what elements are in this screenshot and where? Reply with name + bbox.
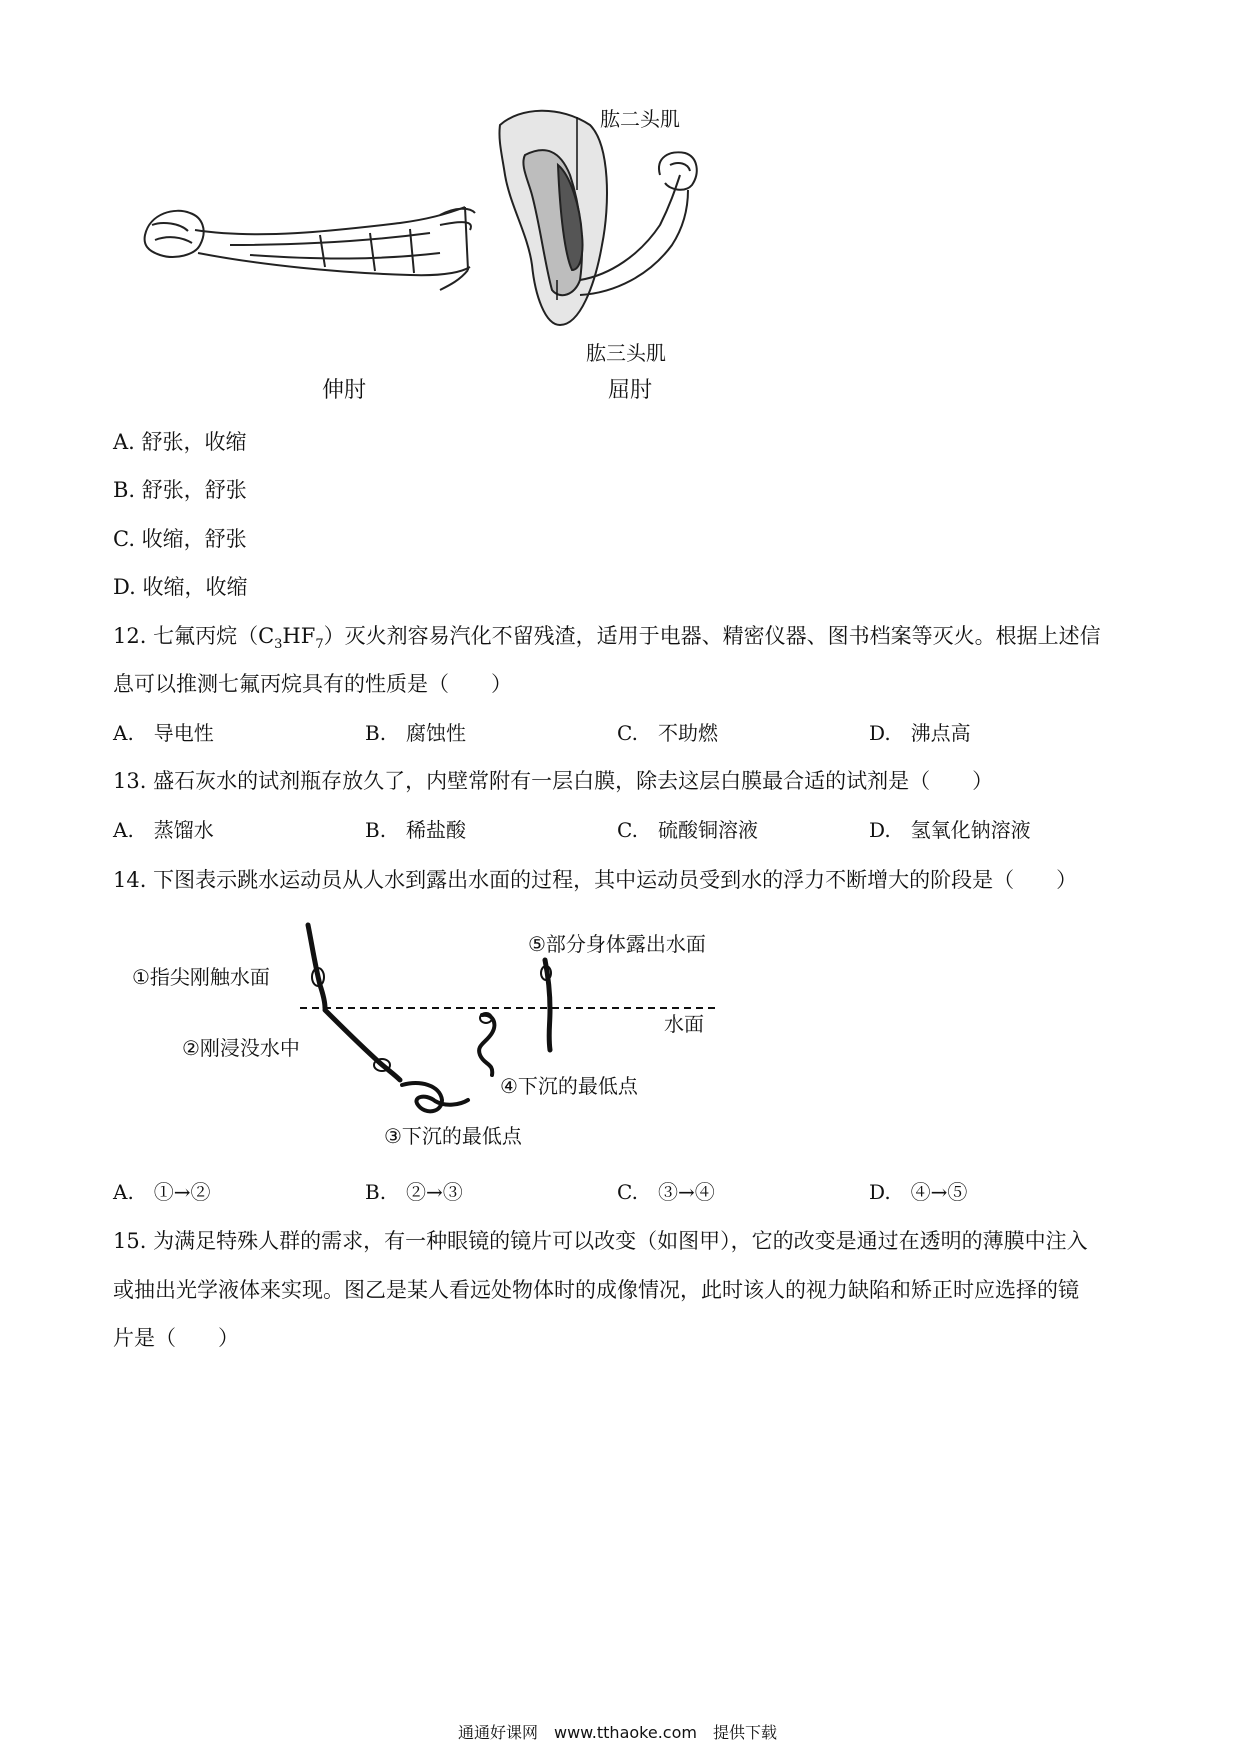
q12-option-b: B. 腐蚀性: [365, 721, 467, 745]
q12-text-a: 12. 七氟丙烷（C: [113, 624, 275, 648]
diver-5-shape: [545, 960, 550, 1050]
q12-text-b: HF: [282, 624, 316, 648]
q15-question-line3: 片是（ ）: [113, 1326, 239, 1350]
q14-option-c: C. ③→④: [617, 1180, 715, 1204]
triceps-label: 肱三头肌: [586, 341, 666, 365]
q12-option-c: C. 不助燃: [617, 721, 718, 745]
q11-option-a: A. 舒张，收缩: [113, 430, 247, 454]
page-footer: 通通好课网 www.tthaoke.com 提供下载: [458, 1723, 777, 1742]
q12-subscript-c: 3: [274, 637, 283, 653]
q13-option-b: B. 稀盐酸: [365, 818, 467, 842]
diving-label-3: ③下沉的最低点: [384, 1124, 522, 1148]
caption-extend: 伸肘: [322, 378, 367, 403]
caption-flex: 屈肘: [608, 378, 653, 403]
diving-label-2: ②刚浸没水中: [182, 1036, 300, 1060]
biceps-label: 肱二头肌: [600, 107, 680, 131]
q11-option-c: C. 收缩，舒张: [113, 527, 247, 551]
flexed-arm-illustration: [499, 111, 696, 325]
q15-question-line2: 或抽出光学液体来实现。图乙是某人看远处物体时的成像情况，此时该人的视力缺陷和矫正时应选择的镜: [113, 1278, 1079, 1302]
q12-text-c: ）灭火剂容易汽化不留残渣，适用于电器、精密仪器、图书档案等灭火。根据上述信: [323, 624, 1101, 648]
q12-option-d: D. 沸点高: [869, 721, 971, 745]
q14-question: 14. 下图表示跳水运动员从人水到露出水面的过程，其中运动员受到水的浮力不断增大的阶段是（ ）: [113, 868, 1078, 892]
q14-option-d: D. ④→⑤: [869, 1180, 968, 1204]
q13-option-a: A. 蒸馏水: [113, 818, 214, 842]
arm-muscle-figure: [140, 95, 790, 375]
diver-3-shape: [402, 1083, 468, 1111]
diving-label-1: ①指尖刚触水面: [132, 965, 270, 989]
extended-arm-illustration: [145, 207, 475, 290]
q15-question-line1: 15. 为满足特殊人群的需求，有一种眼镜的镜片可以改变（如图甲），它的改变是通过在透明的薄膜中注入: [113, 1229, 1088, 1253]
q12-subscript-f: 7: [315, 637, 324, 653]
q11-option-d: D. 收缩，收缩: [113, 575, 248, 599]
q12-option-a: A. 导电性: [113, 721, 214, 745]
q14-option-b: B. ②→③: [365, 1180, 463, 1204]
q12-question-line2: 息可以推测七氟丙烷具有的性质是（ ）: [113, 672, 512, 696]
water-surface-label: 水面: [664, 1012, 704, 1036]
diving-label-5: ⑤部分身体露出水面: [528, 932, 706, 956]
diving-label-4: ④下沉的最低点: [500, 1074, 638, 1098]
diver-1-shape: [308, 925, 325, 1008]
q13-question: 13. 盛石灰水的试剂瓶存放久了，内壁常附有一层白膜，除去这层白膜最合适的试剂是（ ）: [113, 769, 994, 793]
q13-option-c: C. 硫酸铜溶液: [617, 818, 758, 842]
q12-question-line1: [113, 622, 1101, 659]
q14-option-a: A. ①→②: [113, 1180, 211, 1204]
q11-option-b: B. 舒张，舒张: [113, 478, 247, 502]
q13-option-d: D. 氢氧化钠溶液: [869, 818, 1031, 842]
